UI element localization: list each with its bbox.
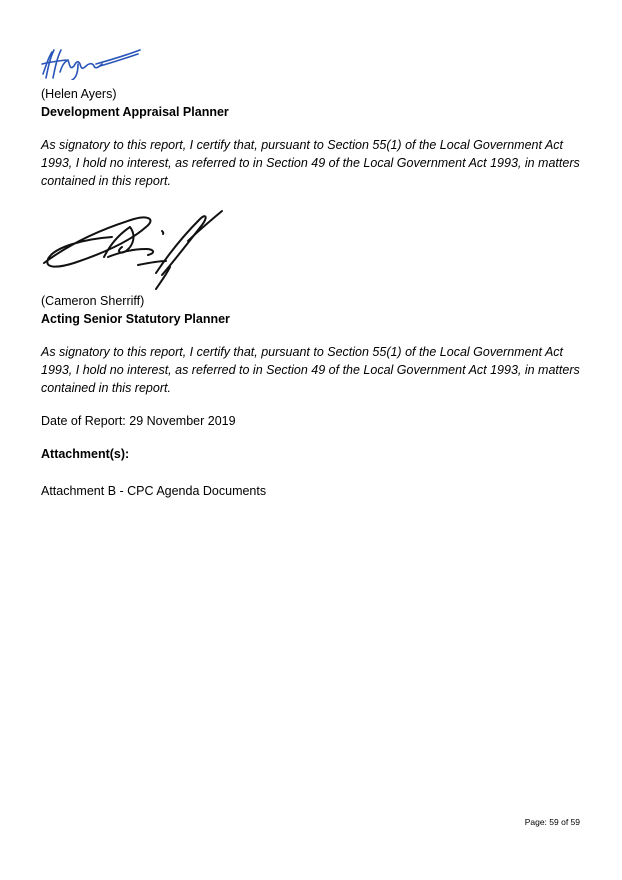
signature-cameron-sherriff xyxy=(38,205,228,290)
attachments-list xyxy=(41,482,581,500)
certification-text xyxy=(41,136,581,190)
certification-line: 1993, I hold no interest, as referred to in Section 49 of the Local Government Act 1993, in matters xyxy=(41,156,580,170)
certification-line: As signatory to this report, I certify that, pursuant to Section 55(1) of the Local Government Act xyxy=(41,138,564,152)
certification-line: contained in this report. xyxy=(41,381,171,395)
signatory-block-1 xyxy=(41,85,581,121)
attachments-section xyxy=(41,447,581,461)
certification-line: 1993, I hold no interest, as referred to in Section 49 of the Local Government Act 1993, in matters xyxy=(41,363,580,377)
certification-1 xyxy=(41,136,581,190)
certification-line: contained in this report. xyxy=(41,174,171,188)
signature-helen-ayers xyxy=(40,44,145,80)
signatory-title: Acting Senior Statutory Planner xyxy=(41,312,230,326)
signatory-name: (Helen Ayers) xyxy=(41,87,117,101)
signatory-name: (Cameron Sherriff) xyxy=(41,294,145,308)
page-number: Page: 59 of 59 xyxy=(524,817,580,827)
certification-line: As signatory to this report, I certify that, pursuant to Section 55(1) of the Local Government Act xyxy=(41,345,564,359)
date-of-report-text: Date of Report: 29 November 2019 xyxy=(41,414,236,428)
certification-text xyxy=(41,343,581,397)
signatory-block-2 xyxy=(41,292,581,328)
certification-2 xyxy=(41,343,581,397)
attachments-heading: Attachment(s): xyxy=(41,447,130,461)
attachment-item: Attachment B - CPC Agenda Documents xyxy=(41,484,267,498)
signatory-title: Development Appraisal Planner xyxy=(41,105,229,119)
date-of-report xyxy=(41,412,581,430)
